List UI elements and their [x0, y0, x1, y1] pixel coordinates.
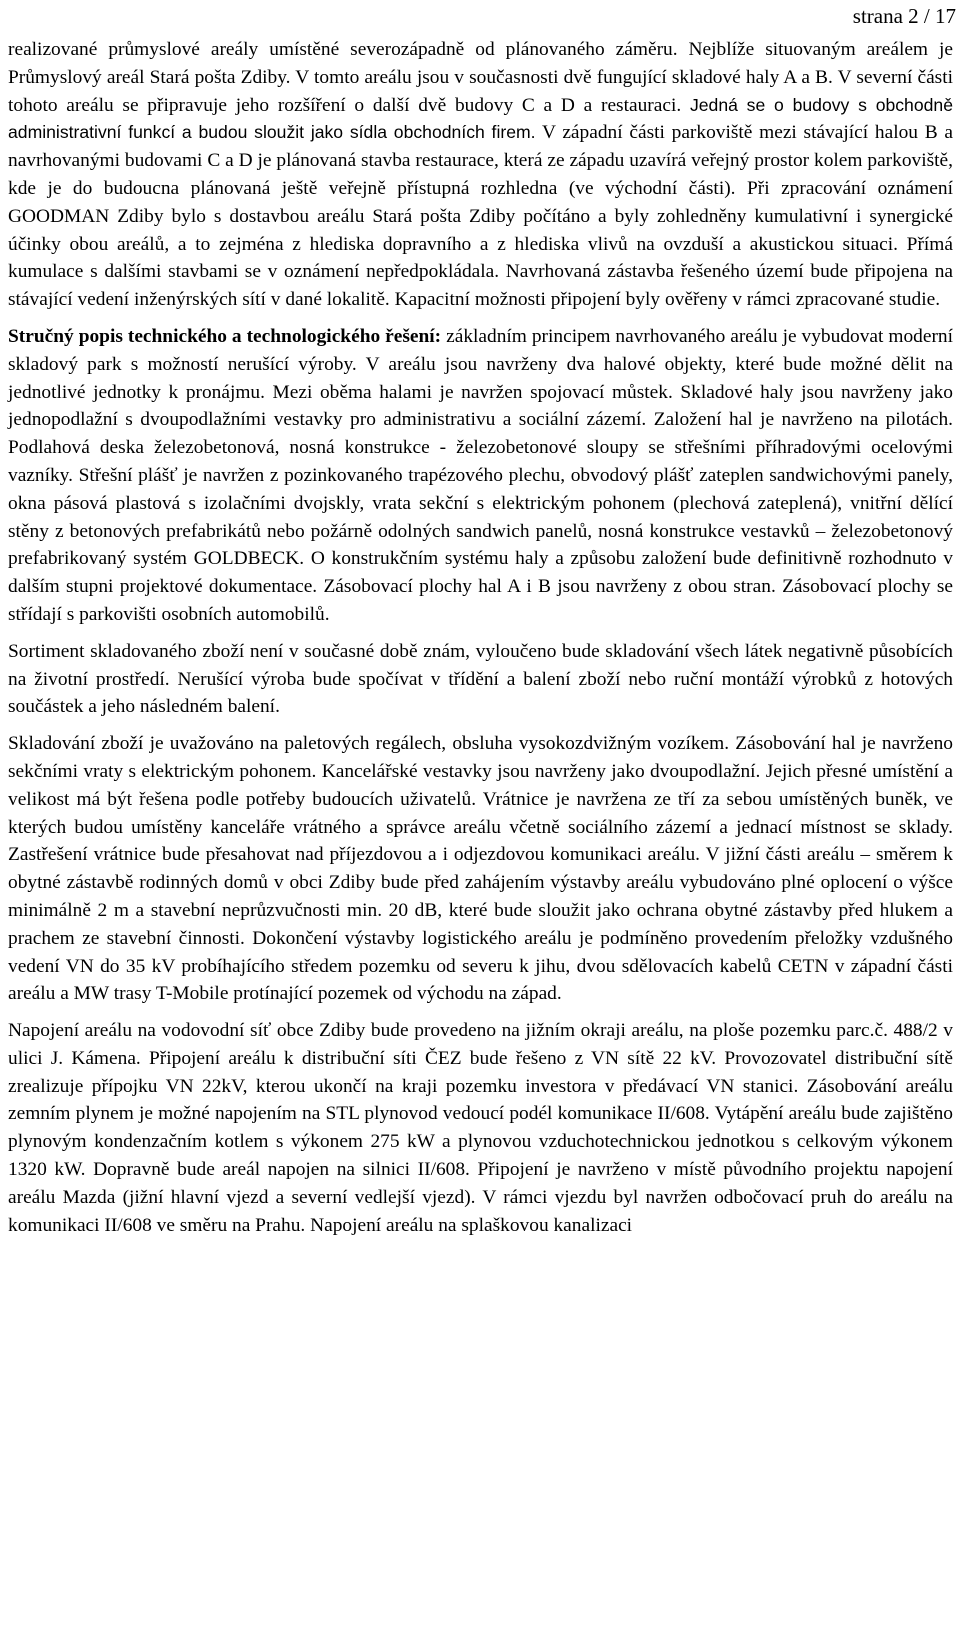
paragraph-context-part1: realizované průmyslové areály umístěné severozápadně od plánovaného záměru. Nejblíže situovaným areálem je Průmyslový areál Stará pošta Zdiby. V tomto areálu jsou v současnosti dvě fungující skladové haly A a B. V severní části tohoto areálu se připravuje jeho rozšíření o další dvě budovy C a D a restauraci. [8, 39, 953, 116]
paragraph-utilities: Napojení areálu na vodovodní síť obce Zdiby bude provedeno na jižním okraji areálu, na ploše pozemku parc.č. 488/2 v ulici J. Kámena. Připojení areálu k distribuční síti ČEZ bude řešeno z VN sítě 22 kV. Provozovatel distribuční sítě zrealizuje přípojku VN 22kV, kterou ukončí na kraji pozemku investora v předávací VN stanici. Zásobování areálu zemním plynem je možné napojením na STL plynovod vedoucí podél komunikace II/608. Vytápění areálu bude zajištěno plynovým kondenzačním kotlem s výkonem 275 kW a plynovou vzduchotechnickou jednotkou s celkovým výkonem 1320 kW. Dopravně bude areál napojen na silnici II/608. Připojení je navrženo v místě původního projektu napojení areálu Mazda (jižní hlavní vjezd a severní vedlejší vjezd). V rámci vjezdu byl navržen odbočovací pruh do areálu na komunikaci II/608 ve směru na Prahu. Napojení areálu na splaškovou kanalizaci [8, 1020, 953, 1236]
paragraph-context-part3: V západní části parkoviště mezi stávající halou B a navrhovanými budovami C a D je plánovaná stavba restaurace, která ze západu uzavírá veřejný prostor kolem parkoviště, kde je do budoucna plánovaná ještě veřejně přístupná rozhledna (ve východní části). [8, 122, 953, 199]
document-body [8, 36, 953, 1248]
paragraph-technical-solution [8, 323, 953, 629]
paragraph-technical-solution-text: základním principem navrhovaného areálu je vybudovat moderní skladový park s možností nerušící výroby. V areálu jsou navrženy dva halové objekty, které bude možné dělit na jednotlivé jednotky k pronájmu. Mezi oběma halami je navržen spojovací můstek. Skladové haly jsou navrženy jako jednopodlažní s dvoupodlažními vestavky pro administrativu a sociální zázemí. Založení hal je navrženo na pilotách. Podlahová deska železobetonová, nosná konstrukce - železobetonové sloupy se střešními příhradovými ocelovými vazníky. Střešní plášť je navržen z pozinkovaného trapézového plechu, obvodový plášť zateplen sandwichovými panely, okna pásová plastová s izolačními dvojskly, vrata sekční s elektrickým pohonem (plechová zateplená), vnitřní dělící stěny z betonových prefabrikátů nebo požárně odolných sandwich panelů, nosná konstrukce vestavků – železobetonový prefabrikovaný systém GOLDBECK. O konstrukčním systému haly a způsobu založení bude definitivně rozhodnuto v dalším stupni projektové dokumentace. Zásobovací plochy hal A i B jsou navrženy z obou stran. Zásobovací plochy se střídají s parkovišti osobních automobilů. [8, 325, 953, 625]
paragraph-storage: Skladování zboží je uvažováno na paletových regálech, obsluha vysokozdvižným vozíkem. Zásobování hal je navrženo sekčními vraty s elektrickým pohonem. Kancelářské vestavky jsou navrženy jako dvoupodlažní. Jejich přesné umístění a velikost má být řešena podle potřeby budoucích uživatelů. Vrátnice je navržena ze tří za sebou umístěných buněk, ve kterých budou umístěny kanceláře vrátného a správce areálu včetně sociálního zázemí a jednací místnost se sklady. Zastřešení vrátnice bude přesahovat nad příjezdovou a i odjezdovou komunikaci areálu. V jižní části areálu – směrem k obytné zástavbě rodinných domů v obci Zdiby bude před zahájením výstavby areálu vybudováno plné oplocení o výšce minimálně 2 m a stavební neprůzvučnosti min. 20 dB, které bude sloužit jako ochrana obytné zástavby před hlukem a prachem ze stavební činnosti. Dokončení výstavby logistického areálu je podmíněno provedením přeložky vzdušného vedení VN do 35 kV probíhajícího středem pozemku od severu k jihu, dvou sdělovacích kabelů CETN v západní části areálu a MW trasy T-Mobile protínající pozemek od východu na západ. [8, 733, 953, 1005]
paragraph-assortment: Sortiment skladovaného zboží není v současné době znám, vyloučeno bude skladování všech látek negativně působících na životní prostředí. Nerušící výroba bude spočívat v třídění a balení zboží nebo ruční montáží výrobků z hotových součástek a jeho následném balení. [8, 640, 953, 718]
paragraph-context [8, 36, 953, 314]
paragraph-context-part4: Při zpracování oznámení GOODMAN Zdiby bylo s dostavbou areálu Stará pošta Zdiby počítáno a byly zohledněny kumulativní i synergické účinky obou areálů, a to zejména z hlediska dopravního a z hlediska vlivů na ovzduší a akustickou situaci. Přímá kumulace s dalšími stavbami se v oznámení nepředpokládala. Navrhovaná zástavba řešeného území bude připojena na stávající vedení inženýrských sítí v dané lokalitě. Kapacitní možnosti připojení byly ověřeny v rámci zpracované studie. [8, 177, 953, 311]
section-heading-technical-solution: Stručný popis technického a technologického řešení: [8, 325, 442, 347]
page-number: strana 2 / 17 [852, 4, 956, 28]
paragraph-context-part2: Jedná se o budovy s obchodně administrativní funkcí a budou sloužit jako sídla obchodních firem. [8, 94, 953, 143]
